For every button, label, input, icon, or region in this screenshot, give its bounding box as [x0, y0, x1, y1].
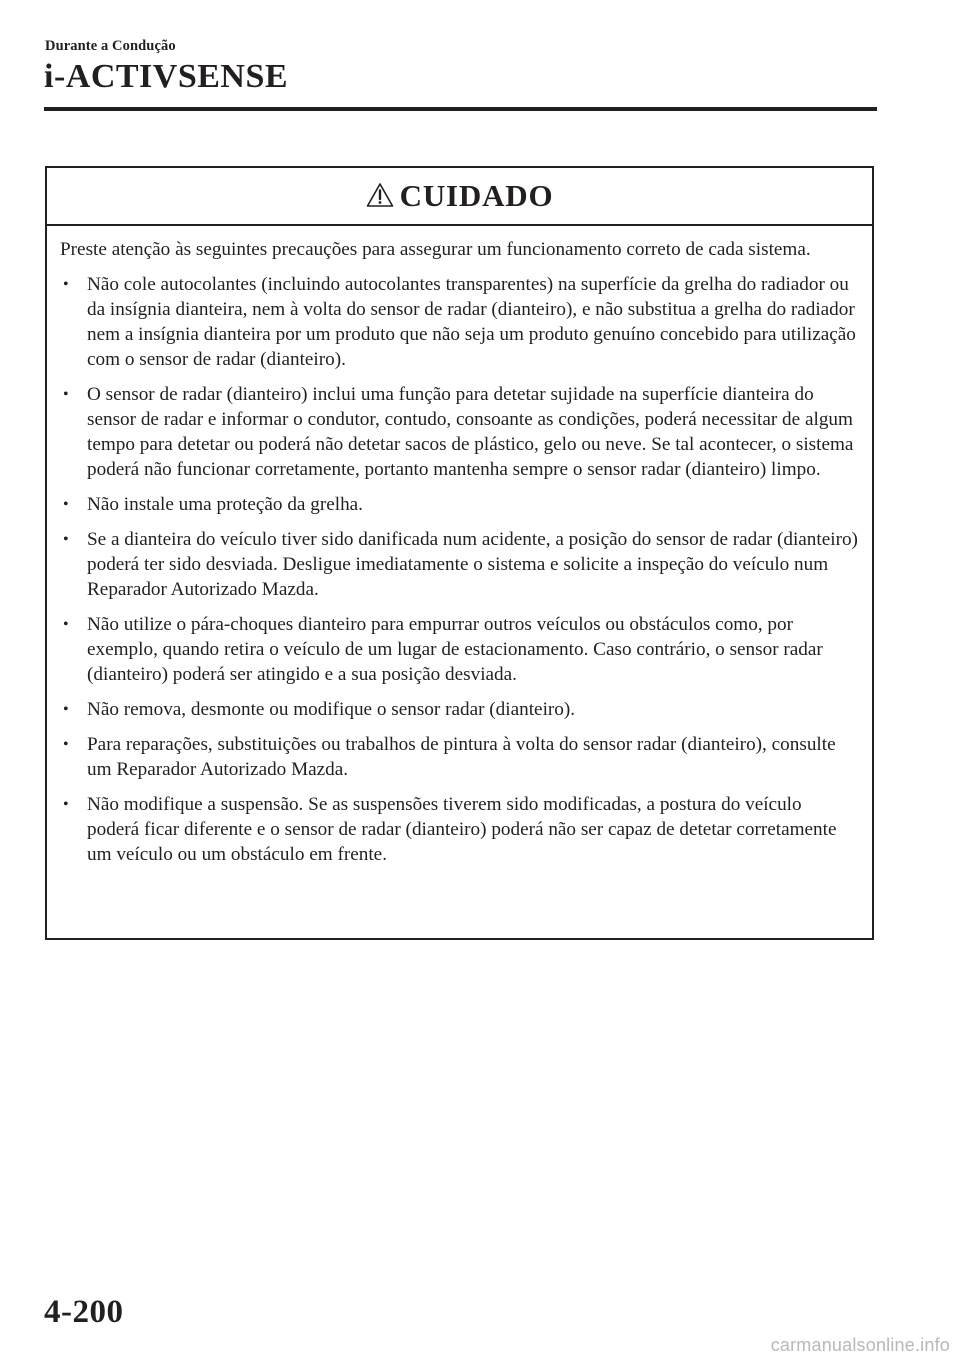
list-item-text: Não utilize o pára-choques dianteiro para empurrar outros veículos ou obstáculos como, por exemplo, quando retira o veículo de um lugar de estacionamento. Caso contrário, o sensor radar (dianteiro) poderá ser atingido e a sua posição desviada.	[87, 614, 823, 685]
chapter-title: i-ACTIVSENSE	[44, 58, 289, 95]
section-label: Durante a Condução	[45, 38, 176, 54]
bullet-icon: •	[63, 496, 69, 513]
caution-title: CUIDADO	[399, 178, 554, 213]
list-item	[60, 732, 858, 782]
list-item-text: Não instale uma proteção da grelha.	[87, 494, 363, 515]
list-item	[60, 697, 858, 722]
watermark[interactable]: carmanualsonline.info	[770, 1335, 950, 1355]
list-item	[60, 492, 858, 517]
list-item-text: Não modifique a suspensão. Se as suspensões tiverem sido modificadas, a postura do veículo poderá ficar diferente e o sensor de radar (dianteiro) poderá não ser capaz de detetar corretamente um veículo ou um obstáculo em frente.	[87, 794, 837, 865]
header-divider	[44, 107, 877, 111]
list-item-text: Se a dianteira do veículo tiver sido danificada num acidente, a posição do sensor de radar (dianteiro) poderá ter sido desviada. Desligue imediatamente o sistema e solicite a inspeção do veículo num Reparador Autorizado Mazda.	[87, 529, 858, 600]
bullet-icon: •	[63, 701, 69, 718]
bullet-icon: •	[63, 386, 69, 403]
list-item-text: Para reparações, substituições ou trabalhos de pintura à volta do sensor radar (dianteiro), consulte um Reparador Autorizado Mazda.	[87, 734, 836, 780]
caution-intro: Preste atenção às seguintes precauções para assegurar um funcionamento correto de cada sistema.	[60, 239, 811, 260]
bullet-icon: •	[63, 616, 69, 633]
caution-bullet-list	[60, 272, 858, 867]
list-item-text: Não cole autocolantes (incluindo autocolantes transparentes) na superfície da grelha do radiador ou da insígnia dianteira, nem à volta do sensor de radar (dianteiro), e não substitua a grelha do radiador nem a insígnia dianteira por um produto que não seja um produto genuíno concebido para utilização com o sensor de radar (dianteiro).	[87, 274, 856, 370]
list-item	[60, 612, 858, 687]
list-item	[60, 272, 858, 372]
list-item	[60, 792, 858, 867]
warning-triangle-icon	[366, 182, 394, 208]
list-item-text: O sensor de radar (dianteiro) inclui uma função para detetar sujidade na superfície dianteira do sensor de radar e informar o condutor, contudo, consoante as condições, poderá necessitar de algum tempo para detetar ou poderá não detetar sacos de plástico, gelo ou neve. Se tal acontecer, o sistema poderá não funcionar corretamente, portanto mantenha sempre o sensor radar (dianteiro) limpo.	[87, 384, 854, 480]
list-item	[60, 527, 858, 602]
list-item	[60, 382, 858, 482]
bullet-icon: •	[63, 276, 69, 293]
bullet-icon: •	[63, 796, 69, 813]
caution-body	[47, 226, 872, 867]
caution-box	[45, 166, 874, 940]
list-item-text: Não remova, desmonte ou modifique o sensor radar (dianteiro).	[87, 699, 576, 720]
page-number: 4-200	[44, 1294, 124, 1330]
caution-header	[47, 168, 872, 226]
bullet-icon: •	[63, 736, 69, 753]
bullet-icon: •	[63, 531, 69, 548]
